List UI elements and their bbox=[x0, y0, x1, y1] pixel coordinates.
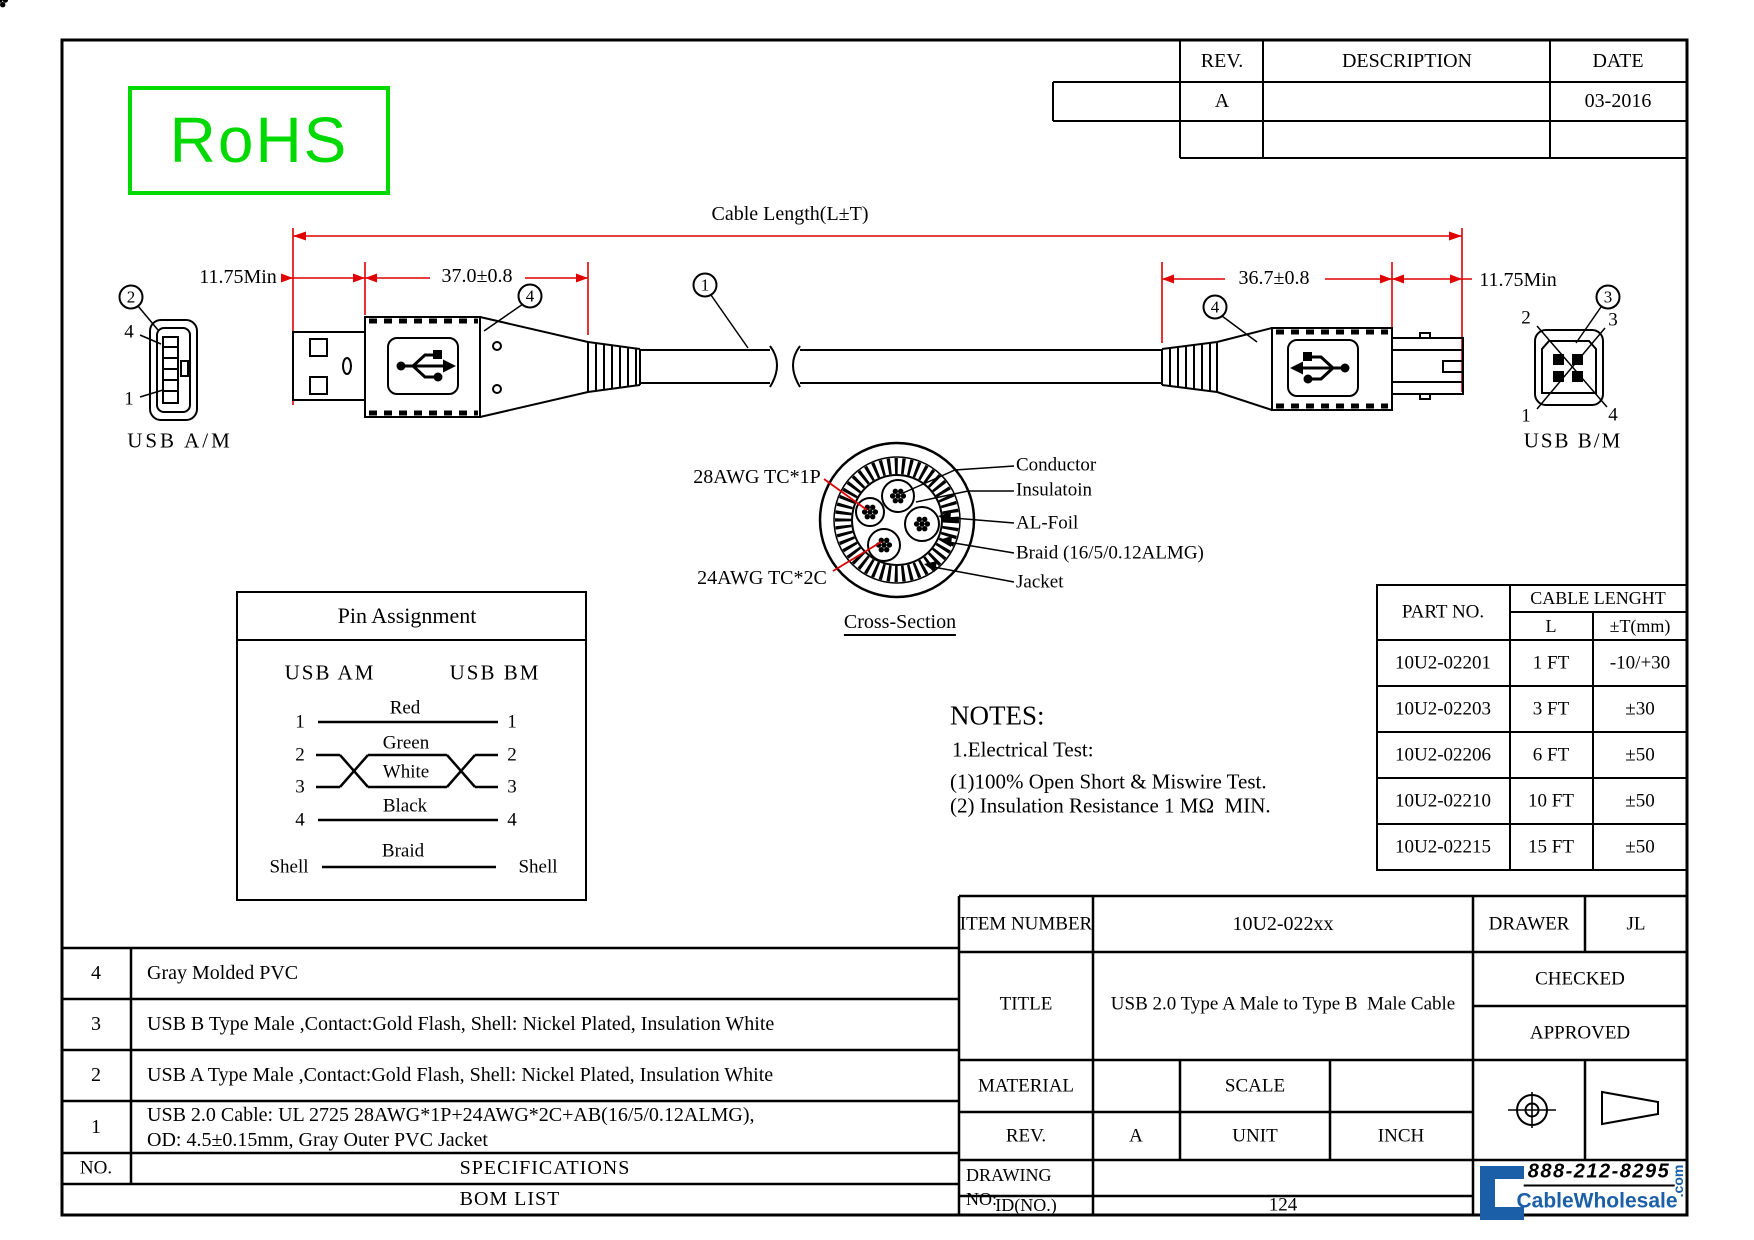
notes-title: NOTES: bbox=[950, 700, 1045, 731]
usb-b-face-view bbox=[1535, 307, 1607, 409]
rohs-logo: RoHS bbox=[169, 104, 349, 176]
l-header: L bbox=[1545, 616, 1557, 636]
dim-left-min: 11.75Min bbox=[199, 266, 277, 288]
wire-black: Black bbox=[382, 795, 428, 817]
balloon-circles bbox=[120, 274, 1620, 319]
bom-spec-3: USB B Type Male ,Contact:Gold Flash, Shell: Nickel Plated, Insulation White bbox=[147, 1013, 775, 1035]
pin-assignment-title: Pin Assignment bbox=[337, 603, 477, 628]
bom-spec-2: USB A Type Male ,Contact:Gold Flash, Shell: Nickel Plated, Insulation White bbox=[147, 1064, 774, 1086]
bom-spec-header: SPECIFICATIONS bbox=[459, 1157, 631, 1179]
part-row-0: 10U2-02201 bbox=[1394, 652, 1492, 674]
wire-pair-label: 28AWG TC*1P bbox=[693, 466, 821, 488]
approved-label: APPROVED bbox=[1529, 1022, 1631, 1044]
revision-rev-value: A bbox=[1214, 90, 1230, 112]
revision-date-header: DATE bbox=[1592, 50, 1644, 72]
t-header: ±T(mm) bbox=[1609, 616, 1671, 636]
dim-left-body: 37.0±0.8 bbox=[441, 265, 513, 287]
wire-power-label: 24AWG TC*2C bbox=[697, 567, 827, 589]
usb-b-pin-4: 4 bbox=[1608, 404, 1618, 426]
wire-braid: Braid bbox=[381, 840, 425, 862]
dim-cable-length: Cable Length(L±T) bbox=[711, 203, 869, 225]
revision-rev-header: REV. bbox=[1200, 50, 1244, 72]
pin-right-1: 1 bbox=[507, 711, 517, 733]
id-label: ID(NO.) bbox=[995, 1195, 1057, 1215]
revision-date-value: 03-2016 bbox=[1584, 90, 1652, 112]
scale-label: SCALE bbox=[1224, 1075, 1286, 1097]
logo-phone: 888-212-8295 bbox=[1524, 1162, 1675, 1187]
layer-braid: Braid (16/5/0.12ALMG) bbox=[1016, 542, 1204, 564]
part-row-1: 10U2-02203 bbox=[1394, 698, 1492, 720]
id-value: 124 bbox=[1268, 1194, 1298, 1216]
bom-no-4: 4 bbox=[91, 962, 101, 984]
pin-left-shell: Shell bbox=[269, 856, 309, 878]
bom-no-header: NO. bbox=[79, 1157, 113, 1179]
part-row-1-l: 3 FT bbox=[1532, 698, 1570, 720]
drawer-label: DRAWER bbox=[1488, 913, 1570, 935]
part-no-header: PART NO. bbox=[1401, 601, 1485, 623]
wire-white: White bbox=[382, 761, 430, 783]
cross-section-caption: Cross-Section bbox=[844, 612, 956, 636]
usb-b-pin-2: 2 bbox=[1521, 307, 1531, 329]
item-number-value: 10U2-022xx bbox=[1232, 913, 1334, 935]
usb-a-face-view bbox=[138, 306, 197, 420]
material-label: MATERIAL bbox=[977, 1075, 1075, 1097]
bom-no-1: 1 bbox=[91, 1116, 101, 1138]
part-row-2-t: ±50 bbox=[1625, 744, 1655, 766]
part-row-1-t: ±30 bbox=[1625, 698, 1655, 720]
balloon-1: 1 bbox=[700, 275, 710, 295]
usb-a-pin-bottom: 1 bbox=[124, 388, 134, 410]
strand-cluster bbox=[0, 0, 8, 7]
usb-a-label: USB A/M bbox=[127, 428, 233, 453]
layer-conductor: Conductor bbox=[1016, 454, 1097, 476]
unit-label: UNIT bbox=[1232, 1125, 1278, 1147]
cable-length-header: CABLE LENGHT bbox=[1530, 588, 1666, 608]
pin-left-1: 1 bbox=[295, 711, 305, 733]
third-angle-projection-icon bbox=[1508, 1092, 1658, 1128]
part-row-3: 10U2-02210 bbox=[1394, 790, 1492, 812]
layer-insulation: Insulatoin bbox=[1016, 479, 1092, 501]
pin-right-shell: Shell bbox=[518, 856, 558, 878]
logo-brand: CableWholesale bbox=[1516, 1189, 1678, 1213]
pin-left-4: 4 bbox=[295, 809, 305, 831]
notes-line-3: (2) Insulation Resistance 1 MΩ MIN. bbox=[950, 793, 1271, 818]
usb-trident-icon-right bbox=[1290, 352, 1350, 384]
part-row-4-t: ±50 bbox=[1625, 836, 1655, 858]
item-number-label: ITEM NUMBER bbox=[959, 913, 1093, 935]
drawing-no-label: DRAWING NO: bbox=[966, 1165, 1052, 1210]
dim-right-min: 11.75Min bbox=[1479, 269, 1557, 291]
balloon-3: 3 bbox=[1603, 287, 1613, 307]
usb-b-pin-1: 1 bbox=[1521, 405, 1531, 427]
bom-no-3: 3 bbox=[91, 1013, 101, 1035]
part-row-4: 10U2-02215 bbox=[1394, 836, 1492, 858]
revision-desc-header: DESCRIPTION bbox=[1341, 50, 1473, 72]
usb-trident-icon-left bbox=[397, 350, 457, 382]
pin-col-usb-am: USB AM bbox=[284, 660, 376, 685]
bom-footer: BOM LIST bbox=[459, 1188, 561, 1210]
pin-right-4: 4 bbox=[507, 809, 517, 831]
bom-spec-1b: OD: 4.5±0.15mm, Gray Outer PVC Jacket bbox=[147, 1129, 488, 1151]
pin-right-2: 2 bbox=[507, 744, 517, 766]
rev-value: A bbox=[1129, 1125, 1143, 1147]
bom-no-2: 2 bbox=[91, 1064, 101, 1086]
title-value: USB 2.0 Type A Male to Type B Male Cable bbox=[1110, 993, 1456, 1015]
part-row-2-l: 6 FT bbox=[1532, 744, 1570, 766]
unit-value: INCH bbox=[1377, 1125, 1425, 1147]
drawer-value: JL bbox=[1626, 913, 1646, 935]
bom-spec-1a: USB 2.0 Cable: UL 2725 28AWG*1P+24AWG*2C+AB(16/5/0.12ALMG), bbox=[147, 1104, 755, 1126]
pin-right-3: 3 bbox=[507, 776, 517, 798]
notes-line-2: (1)100% Open Short & Miswire Test. bbox=[950, 769, 1267, 794]
pin-left-3: 3 bbox=[295, 776, 305, 798]
cable-lines bbox=[640, 346, 1162, 387]
usb-b-pin-3: 3 bbox=[1608, 309, 1618, 331]
wire-green: Green bbox=[382, 732, 430, 754]
balloon-4-right: 4 bbox=[1210, 297, 1220, 317]
part-row-3-l: 10 FT bbox=[1528, 790, 1574, 812]
part-row-0-l: 1 FT bbox=[1532, 652, 1570, 674]
notes-line-1: 1.Electrical Test: bbox=[952, 737, 1094, 762]
rev-label: REV. bbox=[1005, 1125, 1047, 1147]
balloon-4-left: 4 bbox=[525, 286, 535, 306]
balloon-leaders bbox=[484, 295, 1257, 348]
layer-jacket: Jacket bbox=[1016, 571, 1064, 593]
layer-al-foil: AL-Foil bbox=[1016, 512, 1079, 534]
part-row-2: 10U2-02206 bbox=[1394, 744, 1492, 766]
bom-spec-4: Gray Molded PVC bbox=[147, 962, 299, 984]
usb-a-pin-top: 4 bbox=[124, 321, 134, 343]
title-label: TITLE bbox=[999, 993, 1053, 1015]
pin-col-usb-bm: USB BM bbox=[449, 660, 541, 685]
part-row-3-t: ±50 bbox=[1625, 790, 1655, 812]
dim-right-body: 36.7±0.8 bbox=[1238, 267, 1310, 289]
part-row-4-l: 15 FT bbox=[1528, 836, 1574, 858]
pin-left-2: 2 bbox=[295, 744, 305, 766]
checked-label: CHECKED bbox=[1535, 968, 1625, 990]
logo-domain: .com bbox=[1670, 1164, 1686, 1198]
part-row-0-t: -10/+30 bbox=[1609, 652, 1671, 674]
usb-b-label: USB B/M bbox=[1523, 428, 1623, 453]
wire-red: Red bbox=[389, 697, 421, 719]
balloon-2: 2 bbox=[126, 287, 136, 307]
